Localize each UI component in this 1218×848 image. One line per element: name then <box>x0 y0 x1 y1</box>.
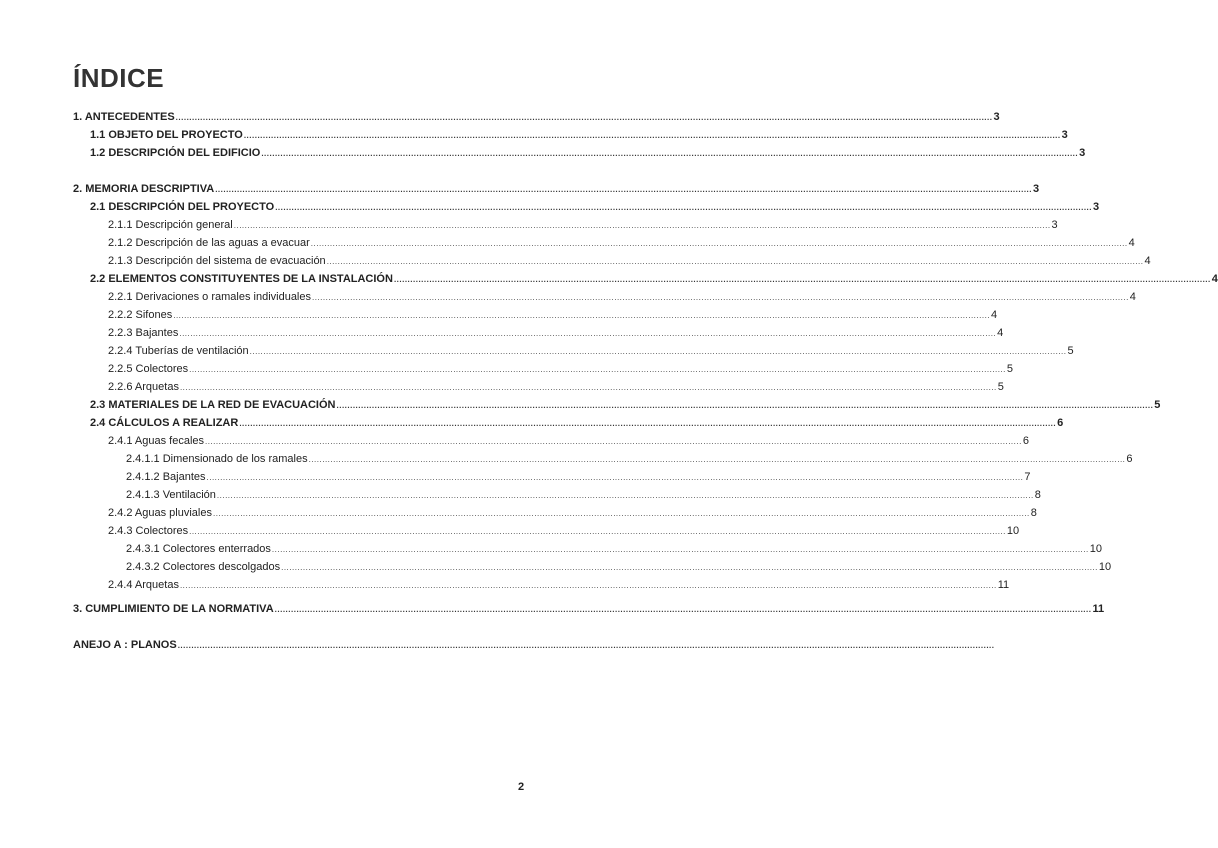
toc-entry-label: 2.2.4 Tuberías de ventilación <box>108 345 249 357</box>
toc-entry-page: 10 <box>1089 543 1102 555</box>
toc-entry-page: 4 <box>991 309 998 321</box>
toc-entry-label: 2.3 MATERIALES DE LA RED DE EVACUACIÓN <box>90 399 336 411</box>
page-title: ÍNDICE <box>73 63 165 93</box>
toc-entry[interactable] <box>126 488 1041 503</box>
toc-entry[interactable] <box>108 506 1037 521</box>
toc-entry[interactable] <box>90 146 1086 161</box>
toc-entry[interactable] <box>108 254 1151 269</box>
toc-entry-page: 6 <box>1057 417 1064 429</box>
toc-entry-label: 2.2 ELEMENTOS CONSTITUYENTES DE LA INSTALACIÓN <box>90 273 393 285</box>
toc-entry-label: 2.4 CÁLCULOS A REALIZAR <box>90 417 239 429</box>
toc-entry-label: ANEJO A : PLANOS <box>73 639 177 651</box>
toc-entry-label: 2.4.3.2 Colectores descolgados <box>126 561 281 573</box>
toc-entry[interactable] <box>126 542 1102 557</box>
toc-entry[interactable] <box>126 470 1031 485</box>
dot-leader: ............................................................................................................................................................................................................................................................................................................ <box>261 149 1079 158</box>
toc-entry-label: 2.4.1.1 Dimensionado de los ramales <box>126 453 308 465</box>
toc-entry[interactable] <box>108 236 1135 251</box>
toc-entry[interactable] <box>73 110 1000 125</box>
toc-entry[interactable] <box>126 452 1133 467</box>
toc-entry-label: 2.1 DESCRIPCIÓN DEL PROYECTO <box>90 201 275 213</box>
toc-entry-label: 2.4.1 Aguas fecales <box>108 435 205 447</box>
toc-entry[interactable] <box>90 128 1068 143</box>
toc-entry[interactable] <box>90 200 1100 215</box>
toc-entry-label: 2.4.4 Arquetas <box>108 579 179 591</box>
dot-leader: ............................................................................................................................................................................................................................................................................................................ <box>312 293 1129 302</box>
toc-entry-page: 3 <box>1079 147 1086 159</box>
toc-entry-label: 1.1 OBJETO DEL PROYECTO <box>90 129 243 141</box>
toc-entry-page: 3 <box>993 111 1000 123</box>
dot-leader: ............................................................................................................................................................................................................................................................................................................ <box>310 239 1128 248</box>
dot-leader: ............................................................................................................................................................................................................................................................................................................ <box>271 545 1089 554</box>
toc-entry-label: 2.4.1.3 Ventilación <box>126 489 216 501</box>
page-number: 2 <box>518 781 525 793</box>
toc-entry[interactable] <box>108 362 1014 377</box>
toc-entry[interactable] <box>126 560 1112 575</box>
toc-entry-label: 2.2.3 Bajantes <box>108 327 179 339</box>
toc-entry-page: 8 <box>1030 507 1037 519</box>
toc-entry-page: 11 <box>997 579 1010 591</box>
toc-entry[interactable] <box>108 380 1004 395</box>
dot-leader: ............................................................................................................................................................................................................................................................................................................ <box>179 383 997 392</box>
dot-leader: ............................................................................................................................................................................................................................................................................................................ <box>281 563 1098 572</box>
toc-entry-page: 5 <box>1154 399 1161 411</box>
toc-entry-page: 4 <box>1128 237 1135 249</box>
toc-entry-page: 5 <box>1067 345 1074 357</box>
toc-entry[interactable] <box>73 182 1040 197</box>
dot-leader: ............................................................................................................................................................................................................................................................................................................ <box>326 257 1144 266</box>
dot-leader: ............................................................................................................................................................................................................................................................................................................ <box>393 275 1211 284</box>
dot-leader: ............................................................................................................................................................................................................................................................................................................ <box>212 509 1030 518</box>
toc-entry-page: 3 <box>1032 183 1040 195</box>
toc-entry-label: 3. CUMPLIMIENTO DE LA NORMATIVA <box>73 603 274 615</box>
dot-leader: ............................................................................................................................................................................................................................................................................................................ <box>239 419 1057 428</box>
toc-entry-label: 2.4.3 Colectores <box>108 525 189 537</box>
dot-leader: ............................................................................................................................................................................................................................................................................................................ <box>179 329 997 338</box>
dot-leader: ............................................................................................................................................................................................................................................................................................................ <box>336 401 1154 410</box>
toc-entry[interactable] <box>108 290 1136 305</box>
dot-leader: ............................................................................................................................................................................................................................................................................................................ <box>189 527 1006 536</box>
toc-entry-page: 3 <box>1061 129 1068 141</box>
dot-leader: ............................................................................................................................................................................................................................................................................................................ <box>275 203 1092 212</box>
toc-entry[interactable] <box>90 416 1064 431</box>
toc-entry-page: 4 <box>1129 291 1136 303</box>
dot-leader: ............................................................................................................................................................................................................................................................................................................ <box>243 131 1061 140</box>
toc-entry-page: 5 <box>997 381 1004 393</box>
dot-leader: ............................................................................................................................................................................................................................................................................................................ <box>249 347 1067 356</box>
dot-leader: ............................................................................................................................................................................................................................................................................................................ <box>206 473 1024 482</box>
toc-entry-label: 2.1.1 Descripción general <box>108 219 233 231</box>
toc-entry-page: 6 <box>1022 435 1029 447</box>
dot-leader: ............................................................................................................................................................................................................................................................................................................ <box>216 491 1034 500</box>
toc-entry-page: 11 <box>1092 603 1105 615</box>
toc-entry[interactable] <box>108 218 1058 233</box>
toc-entry-label: 2.4.3.1 Colectores enterrados <box>126 543 271 555</box>
toc-entry-page: 3 <box>1051 219 1058 231</box>
toc-entry-label: 2. MEMORIA DESCRIPTIVA <box>73 183 215 195</box>
toc-entry-label: 2.1.2 Descripción de las aguas a evacuar <box>108 237 310 249</box>
toc-entry-page: 7 <box>1024 471 1031 483</box>
toc-entry-label: 2.4.1.2 Bajantes <box>126 471 206 483</box>
toc-entry[interactable] <box>108 524 1020 539</box>
toc-entry-page: 4 <box>1144 255 1151 267</box>
toc-entry[interactable] <box>90 398 1161 413</box>
toc-entry-page: 10 <box>1006 525 1020 537</box>
dot-leader: ............................................................................................................................................................................................................................................................................................................ <box>189 365 1006 374</box>
dot-leader: ............................................................................................................................................................................................................................................................................................................ <box>173 311 991 320</box>
toc-entry-label: 1.2 DESCRIPCIÓN DEL EDIFICIO <box>90 147 261 159</box>
toc-entry[interactable] <box>73 602 1105 617</box>
toc-entry-page: 4 <box>997 327 1004 339</box>
dot-leader: ............................................................................................................................................................................................................................................................................................................ <box>215 185 1032 194</box>
toc-entry[interactable] <box>90 272 1218 287</box>
dot-leader: ............................................................................................................................................................................................................................................................................................................ <box>308 455 1126 464</box>
toc-entry[interactable] <box>108 326 1004 341</box>
toc-entry-page: 6 <box>1126 453 1133 465</box>
toc-entry-page: 3 <box>1093 201 1100 213</box>
toc-entry-page: 8 <box>1034 489 1041 501</box>
dot-leader: ............................................................................................................................................................................................................................................................................................................ <box>179 581 997 590</box>
toc-entry-label: 2.1.3 Descripción del sistema de evacuación <box>108 255 326 267</box>
toc-entry-label: 2.2.1 Derivaciones o ramales individuales <box>108 291 311 303</box>
toc-entry[interactable] <box>108 434 1029 449</box>
toc-entry-label: 2.4.2 Aguas pluviales <box>108 507 212 519</box>
dot-leader: ............................................................................................................................................................................................................................................................................................................ <box>205 437 1022 446</box>
toc-entry[interactable] <box>108 344 1074 359</box>
toc-entry[interactable] <box>73 638 995 653</box>
dot-leader: ............................................................................................................................................................................................................................................................................................................ <box>233 221 1051 230</box>
toc-entry-page: 10 <box>1098 561 1112 573</box>
dot-leader: ............................................................................................................................................................................................................................................................................................................ <box>274 605 1092 614</box>
toc-entry-label: 2.2.5 Colectores <box>108 363 189 375</box>
toc-entry-page: 5 <box>1006 363 1014 375</box>
toc-entry[interactable] <box>108 578 1010 593</box>
toc-entry-page: 4 <box>1211 273 1218 285</box>
dot-leader: ............................................................................................................................................................................................................................................................................................................ <box>177 641 995 650</box>
toc-entry-label: 1. ANTECEDENTES <box>73 111 175 123</box>
toc-entry-label: 2.2.6 Arquetas <box>108 381 179 393</box>
toc-entry[interactable] <box>108 308 998 323</box>
toc-entry-label: 2.2.2 Sifones <box>108 309 173 321</box>
dot-leader: ............................................................................................................................................................................................................................................................................................................ <box>175 113 993 122</box>
